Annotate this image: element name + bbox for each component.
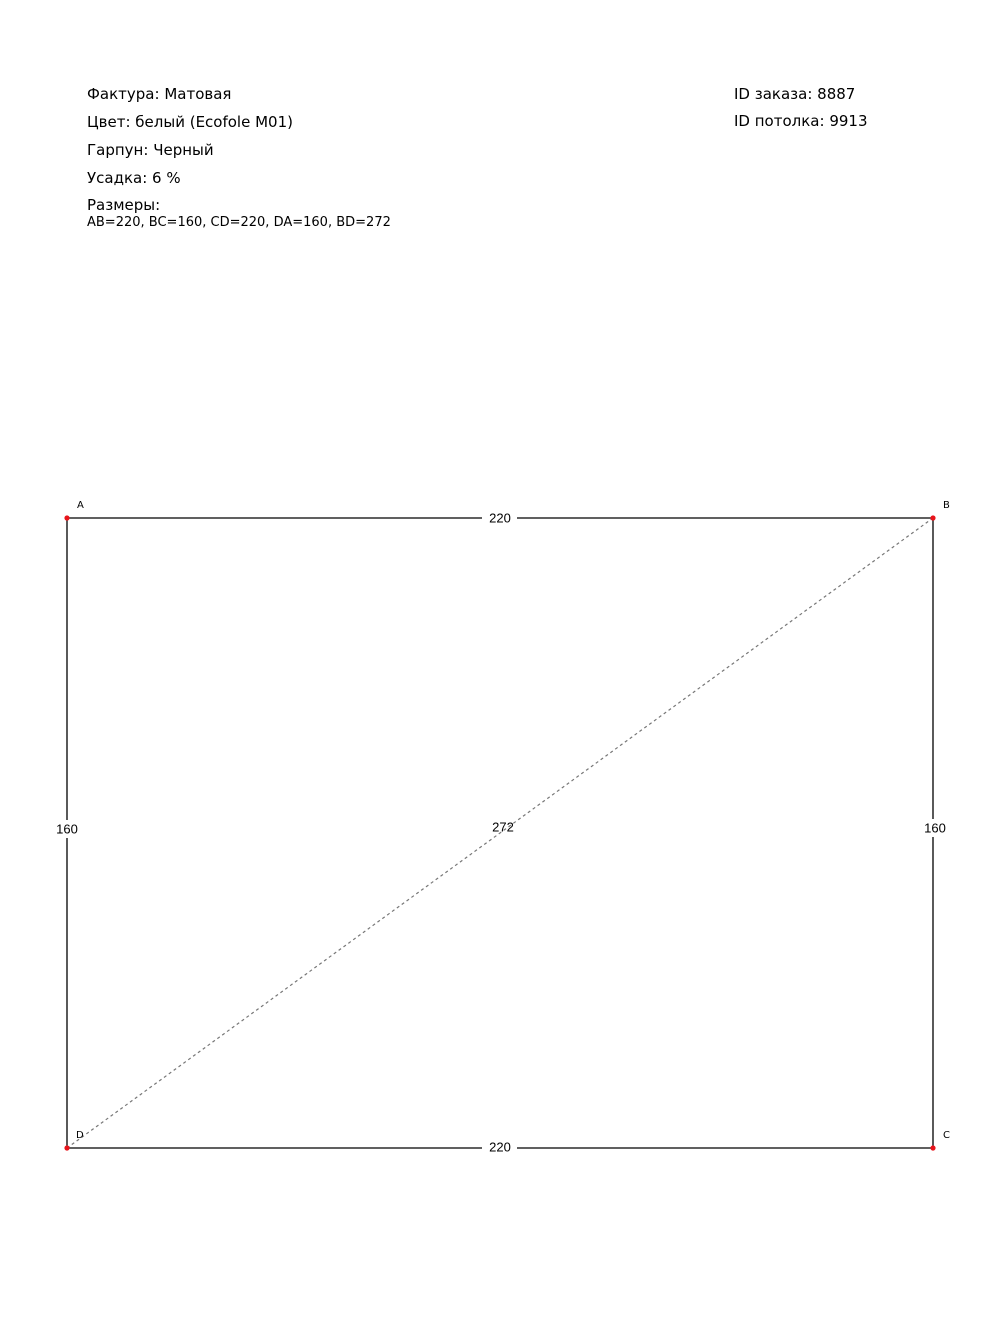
harpoon-label: Гарпун: [87, 141, 149, 159]
vertex-marker-c [930, 1145, 935, 1150]
dimension-label-cd: 220 [489, 1139, 511, 1155]
ceiling-id-value: 9913 [829, 112, 868, 130]
ceiling-id-label: ID потолка: [734, 112, 825, 130]
sizes-label: Размеры: [87, 196, 161, 214]
dimension-label-ab: 220 [489, 510, 511, 526]
texture-label: Фактура: [87, 85, 160, 103]
harpoon-value: Черный [153, 141, 214, 159]
vertex-label-b: B [943, 500, 950, 511]
color-label: Цвет: [87, 113, 131, 131]
vertex-marker-b [930, 515, 935, 520]
dimension-label-bc: 160 [924, 820, 946, 836]
dimension-label-bd: 272 [492, 819, 514, 835]
vertex-label-d: D [76, 1130, 84, 1141]
order-id-value: 8887 [817, 85, 856, 103]
dimension-label-da: 160 [56, 821, 78, 837]
vertex-label-a: A [77, 500, 84, 511]
vertex-marker-d [64, 1145, 69, 1150]
sizes-value: AB=220, BC=160, CD=220, DA=160, BD=272 [87, 215, 391, 230]
shrink-value: 6 % [152, 169, 181, 187]
vertex-marker-a [64, 515, 69, 520]
color-value: белый (Ecofole M01) [135, 113, 293, 131]
vertex-label-c: C [943, 1130, 950, 1141]
shrink-label: Усадка: [87, 169, 148, 187]
texture-value: Матовая [164, 85, 232, 103]
order-id-label: ID заказа: [734, 85, 813, 103]
